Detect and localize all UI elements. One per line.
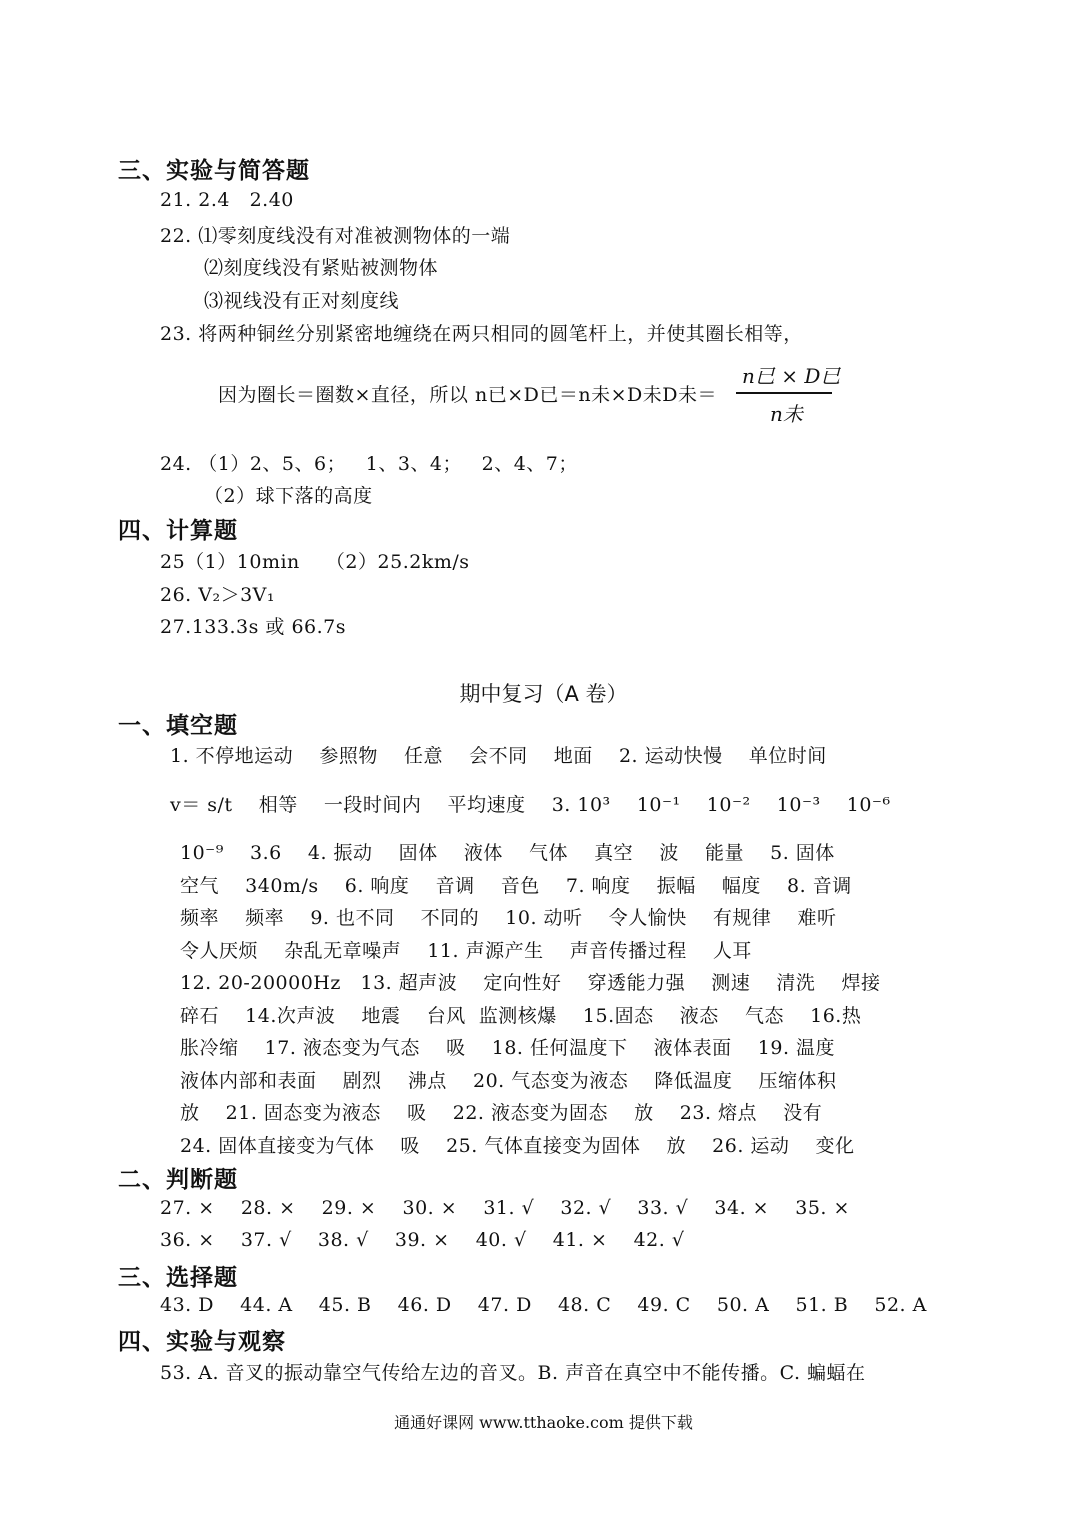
answer-25: 25（1）10min （2）25.2km/s [160, 551, 470, 573]
fill-line-4: 空气 340m/s 6. 响度 音调 音色 7. 响度 振幅 幅度 8. 音调 [180, 875, 852, 897]
answer-24-1: 24. （1）2、5、6； 1、3、4； 2、4、7； [160, 453, 578, 475]
answer-23: 23. 将两种铜丝分别紧密地缠绕在两只相同的圆笔杆上，并使其圈长相等， [160, 323, 803, 345]
fill-line-2: v＝ s/t 相等 一段时间内 平均速度 3. 10³ 10⁻¹ 10⁻² 10⁻³ 10⁻⁶ [170, 794, 891, 816]
judgement-line-1: 27. × 28. × 29. × 30. × 31. √ 32. √ 33. √ 34. × 35. × [160, 1197, 850, 1219]
section-heading-fill-blank: 一、填空题 [118, 713, 238, 739]
answer-23-formula: 因为圈长＝圈数×直径，所以 n已×D已＝n未×D未D未＝ [218, 384, 717, 406]
fill-line-12: 24. 固体直接变为气体 吸 25. 气体直接变为固体 放 26. 运动 变化 [180, 1135, 855, 1157]
answer-26: 26. V₂＞3V₁ [160, 584, 276, 606]
observation-line-1: 53. A. 音叉的振动靠空气传给左边的音叉。B. 声音在真空中不能传播。C. 蝙蝠在 [160, 1362, 866, 1384]
section-heading-calculation: 四、计算题 [118, 518, 238, 544]
fill-line-7: 12. 20-20000Hz 13. 超声波 定向性好 穿透能力强 测速 清洗 焊接 [180, 972, 881, 994]
fraction-numerator: n已 × D已 [742, 364, 841, 388]
answer-27: 27.133.3s 或 66.7s [160, 616, 346, 638]
section-heading-observation: 四、实验与观察 [118, 1329, 286, 1355]
choice-line-1: 43. D 44. A 45. B 46. D 47. D 48. C 49. C 50. A 51. B 52. A [160, 1294, 927, 1316]
fill-line-10: 液体内部和表面 剧烈 沸点 20. 气态变为液态 降低温度 压缩体积 [180, 1070, 837, 1092]
fill-line-9: 胀冷缩 17. 液态变为气态 吸 18. 任何温度下 液体表面 19. 温度 [180, 1037, 836, 1059]
answer-22-3: ⑶视线没有正对刻度线 [204, 290, 400, 312]
answer-22-1: 22. ⑴零刻度线没有对准被测物体的一端 [160, 225, 511, 247]
fill-line-1: 1. 不停地运动 参照物 任意 会不同 地面 2. 运动快慢 单位时间 [170, 745, 827, 767]
answer-24-2: （2）球下落的高度 [204, 485, 373, 507]
section-heading-judgement: 二、判断题 [118, 1167, 238, 1193]
fill-line-5: 频率 频率 9. 也不同 不同的 10. 动听 令人愉快 有规律 难听 [180, 907, 837, 929]
answer-21: 21. 2.4 2.40 [160, 189, 294, 211]
section-heading-choice: 三、选择题 [118, 1265, 238, 1291]
footer-credit: 通通好课网 www.tthaoke.com 提供下载 [394, 1413, 693, 1432]
judgement-line-2: 36. × 37. √ 38. √ 39. × 40. √ 41. × 42. √ [160, 1229, 685, 1251]
fraction-bar [736, 392, 832, 394]
page-title: 期中复习（A 卷） [459, 682, 628, 706]
fraction-denominator: n未 [770, 402, 803, 426]
fill-line-6: 令人厌烦 杂乱无章噪声 11. 声源产生 声音传播过程 人耳 [180, 940, 752, 962]
section-heading-experiment: 三、实验与简答题 [118, 158, 310, 184]
answer-22-2: ⑵刻度线没有紧贴被测物体 [204, 257, 439, 279]
fill-line-11: 放 21. 固态变为液态 吸 22. 液态变为固态 放 23. 熔点 没有 [180, 1102, 823, 1124]
fill-line-3: 10⁻⁹ 3.6 4. 振动 固体 液体 气体 真空 波 能量 5. 固体 [180, 842, 835, 864]
fill-line-8: 碎石 14.次声波 地震 台风 监测核爆 15.固态 液态 气态 16.热 [180, 1005, 862, 1027]
